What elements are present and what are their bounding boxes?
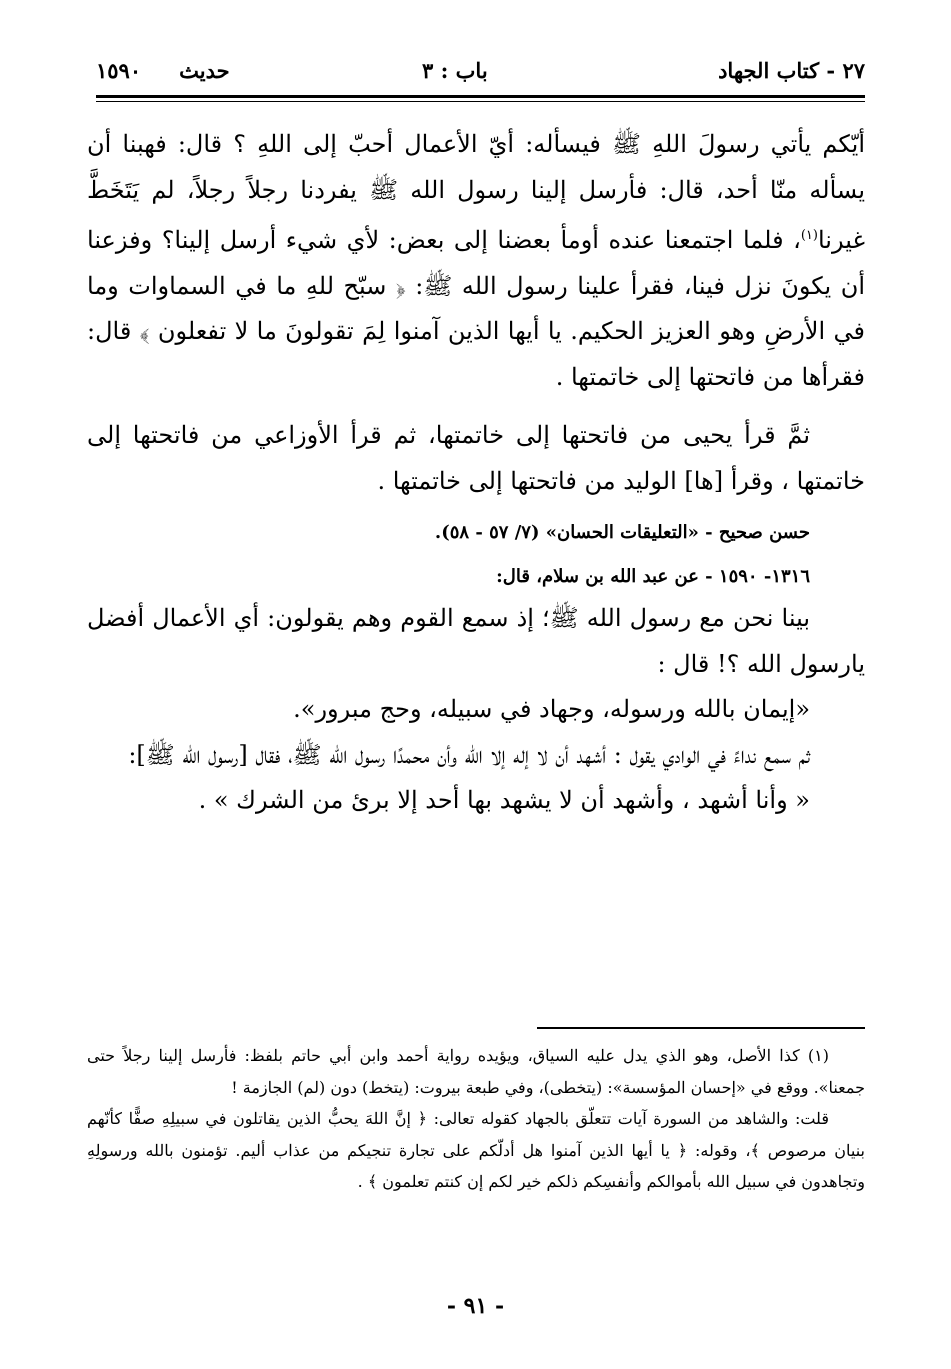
footnote-2: قلت: والشاهد من السورة آيات تتعلّق بالجهاد كقوله تعالى: ﴿ إنَّ اللهَ يحبُّ الذين يقاتلون في سبيلِهِ صفًّا كأنّهم بنيان مرصوص ﴾، وقوله: ﴿ يا أيها الذين آمنوا هل أدلّكم على تجارة تنجيكم من عذاب أليم. تؤمنون بالله ورسولِهِ وتجاهدون في سبيل الله بأموالكم وأنفسِكم ذلكم خير لكم إن كنتم تعلمون ﴾ .	[87, 1109, 866, 1191]
section-label: باب : ٣	[422, 58, 488, 83]
footnote-1: (١) كذا الأصل، وهو الذي يدل عليه السياق، ويؤيده رواية أحمد وابن أبي حاتم بلفظ: فأرسل إلينا رجلاً حتى جمعنا». ووقع في «إحسان المؤسسة»: (يتخطى)، وفي طبعة بيروت: (يتخط) دون (لم) الجازمة !	[87, 1046, 865, 1097]
paragraph-1	[87, 122, 865, 400]
main-text	[87, 122, 865, 824]
footnotes	[87, 1040, 865, 1198]
hadith-label	[96, 58, 230, 83]
hadith-word: حديث	[179, 58, 230, 83]
chapter-title: ٢٧ - كتاب الجهاد	[718, 58, 865, 83]
footnote-separator	[537, 1027, 865, 1029]
paragraph-1-continued: ، فلما اجتمعنا عنده أومأ بعضنا إلى بعض: لأي شيء أرسل إلينا؟ وفزعنا أن يكونَ نزل فينا، فقرأ علينا رسول الله ﷺ: ﴿ سبّح للهِ ما في السماوات وما في الأرضِ وهو العزيز الحكيم. يا أيها الذين آمنوا لِمَ تقولونَ ما لا تفعلون ﴾ قال: فقرأها من فاتحتها إلى خاتمتها .	[87, 226, 865, 391]
paragraph-3: بينا نحن مع رسول الله ﷺ؛ إذ سمع القوم وهم يقولون: أي الأعمال أفضل يارسول الله ؟! قال :	[87, 604, 865, 678]
paragraph-6: « وأنا أشهد ، وأشهد أن لا يشهد بها أحد إلا برئ من الشرك » .	[198, 786, 810, 814]
running-header	[96, 58, 865, 92]
page-number: - ٩١ -	[446, 1293, 505, 1319]
hadith-number: ١٥٩٠	[96, 58, 142, 83]
hadith-intro: ١٣١٦- ١٥٩٠ - عن عبد الله بن سلام، قال:	[496, 566, 810, 587]
footnote-reference: (١)	[800, 228, 818, 243]
header-rule-thin	[96, 101, 865, 102]
header-rule-thick	[96, 95, 865, 98]
paragraph-2: ثمَّ قرأ يحيى من فاتحتها إلى خاتمتها، ثم قرأ الأوزاعي من فاتحتها إلى خاتمتها ، وقرأ [ها] الوليد من فاتحتها إلى خاتمتها .	[87, 421, 865, 495]
paragraph-4: «إيمان بالله ورسوله، وجهاد في سبيله، وحج مبرور».	[293, 695, 810, 723]
paragraph-5: ثم سمع نداءً في الوادي يقول : أشهد أن لا إله إلا الله وأن محمدًا رسول الله ﷺ، فقال [رسول الله ﷺ]:	[128, 740, 810, 769]
paragraph-1-text: أيّكم يأتي رسولَ اللهِ ﷺ فيسأله: أيّ الأعمال أحبّ إلى اللهِ ؟ قال: فهبنا أن يسأله منّا أحد، قال: فأرسل إلينا رسول الله ﷺ يفردنا رجلاً رجلاً، لم يَتَخَطَّ غيرنا	[87, 130, 865, 254]
hadith-grading: حسن صحيح - «التعليقات الحسان» (٧/ ٥٧ - ٥٨).	[434, 522, 810, 543]
